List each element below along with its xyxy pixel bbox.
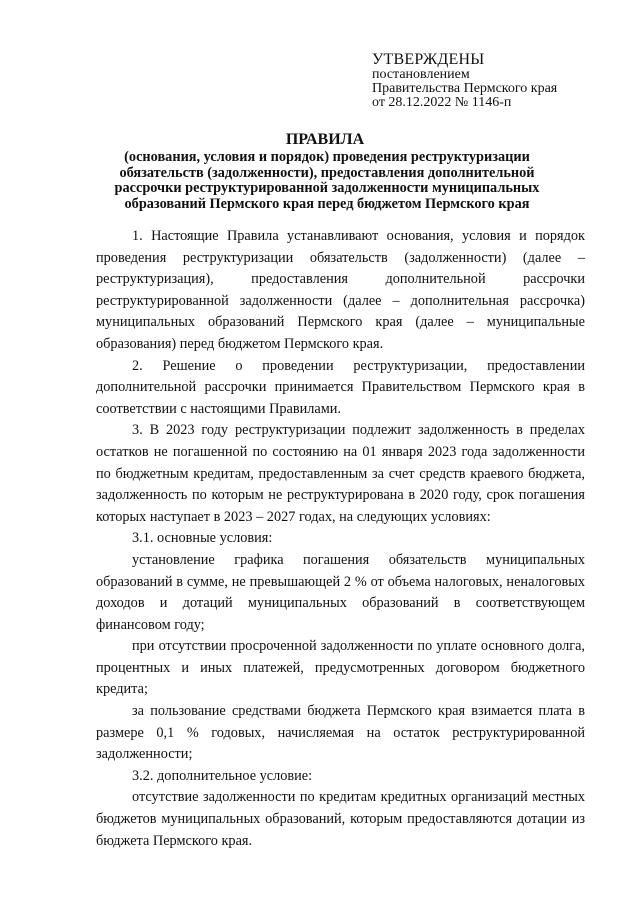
paragraph-3-2-a: отсутствие задолженности по кредитам кредитных организаций местных бюджетов муниципальных образований, которым предоставляются дотации из бюджета Пермского края.: [96, 789, 585, 849]
document-body: [96, 226, 585, 852]
paragraph-3-1: 3.1. основные условия:: [132, 530, 273, 547]
document-subtitle: (основания, условия и порядок) проведения реструктуризации обязательств (задолженности), предоставления дополнительной рассрочки реструктурированной задолженности муниципальных образований Пермского края перед бюджетом Пермского края: [114, 149, 540, 212]
approval-heading: УТВЕРЖДЕНЫ: [372, 51, 485, 68]
paragraph-3-1-a: установление графика погашения обязательств муниципальных образований в сумме, не превышающей 2 % от объема налоговых, неналоговых доходов и дотаций муниципальных образований в соответствующем финансовом году;: [96, 551, 585, 633]
paragraph-3: 3. В 2023 году реструктуризации подлежит задолженность в пределах остатков не погашенной по состоянию на 01 января 2023 года задолженности по бюджетным кредитам, предоставленным за счет средств краевого бюджета, задолженность по которым не реструктурирована в 2020 году, срок погашения которых наступает в 2023 – 2027 годах, на следующих условиях:: [96, 422, 585, 525]
paragraph-1: 1. Настоящие Правила устанавливают основания, условия и порядок проведения реструктуризации обязательств (задолженности) (далее – реструктуризация), предоставления дополнительной рассрочки реструктурированной задолженности (далее – дополнительная рассрочка) муниципальных образований Пермского края (далее – муниципальные образования) перед бюджетом Пермского края.: [96, 228, 585, 352]
paragraph-2: 2. Решение о проведении реструктуризации, предоставлении дополнительной рассрочки принимается Правительством Пермского края в соответствии с настоящими Правилами.: [96, 357, 585, 417]
approval-line-2: Правительства Пермского края: [372, 81, 558, 96]
paragraph-3-2: 3.2. дополнительное условие:: [132, 767, 313, 784]
approval-block: [372, 51, 612, 110]
document-title: ПРАВИЛА: [285, 131, 365, 148]
approval-line-1: постановлением: [372, 67, 470, 82]
approval-line-3: от 28.12.2022 № 1146-п: [372, 95, 512, 110]
paragraph-3-1-b: при отсутствии просроченной задолженности по уплате основного долга, процентных и иных платежей, предусмотренных договором бюджетного кредита;: [96, 638, 585, 698]
paragraph-3-1-c: за пользование средствами бюджета Пермского края взимается плата в размере 0,1 % годовых, начисляемая на остаток реструктурированной задолженности;: [96, 703, 585, 763]
